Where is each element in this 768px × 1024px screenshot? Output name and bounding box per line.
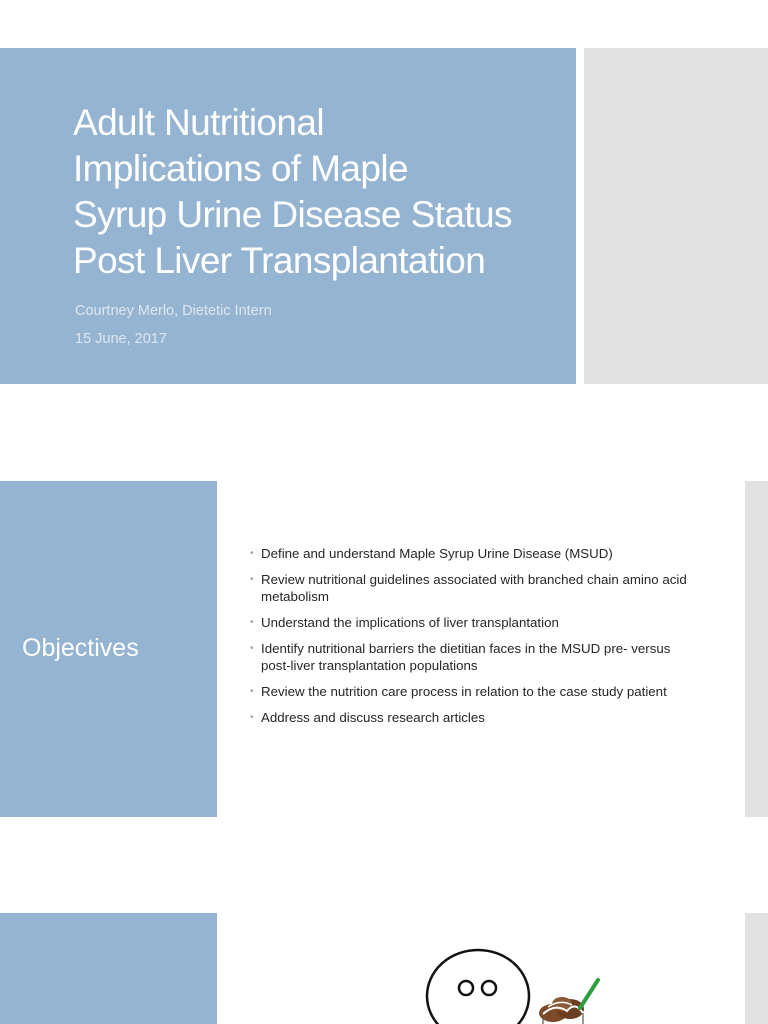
objective-text: Understand the implications of liver transplantation bbox=[261, 615, 559, 630]
objectives-heading-panel bbox=[0, 481, 217, 817]
objective-text: Define and understand Maple Syrup Urine Disease (MSUD) bbox=[261, 546, 613, 561]
title-line: Adult Nutritional bbox=[73, 102, 324, 143]
title-line: Syrup Urine Disease Status bbox=[73, 194, 512, 235]
objective-item bbox=[248, 545, 688, 562]
objectives-slide bbox=[0, 481, 768, 817]
bullet-icon: • bbox=[250, 686, 254, 697]
bullet-icon: • bbox=[250, 548, 254, 559]
slide-title bbox=[73, 100, 553, 284]
objective-item bbox=[248, 709, 688, 726]
objectives-heading: Objectives bbox=[22, 634, 139, 662]
smiley-face-icon bbox=[427, 950, 529, 1024]
slide-subtitle bbox=[75, 297, 272, 353]
author-line: Courtney Merlo, Dietetic Intern bbox=[75, 303, 272, 319]
third-slide-side-strip bbox=[745, 913, 768, 1024]
bullet-icon: • bbox=[250, 712, 254, 723]
objective-text: Identify nutritional barriers the dietitian faces in the MSUD pre- versus post-liver transplantation populations bbox=[261, 641, 671, 673]
title-panel bbox=[0, 48, 576, 384]
objective-text: Address and discuss research articles bbox=[261, 710, 485, 725]
bullet-icon: • bbox=[250, 617, 254, 628]
objective-text: Review nutritional guidelines associated with branched chain amino acid metabolism bbox=[261, 572, 687, 604]
title-slide bbox=[0, 48, 768, 384]
objective-item bbox=[248, 683, 688, 700]
date-line: 15 June, 2017 bbox=[75, 331, 167, 347]
title-line: Implications of Maple bbox=[73, 148, 408, 189]
smiley-frappuccino-illustration bbox=[420, 943, 610, 1024]
third-slide-panel bbox=[0, 913, 217, 1024]
third-slide bbox=[0, 913, 768, 1024]
objective-text: Review the nutrition care process in relation to the case study patient bbox=[261, 684, 667, 699]
frappuccino-icon bbox=[539, 980, 598, 1024]
bullet-icon: • bbox=[250, 574, 254, 585]
bullet-icon: • bbox=[250, 643, 254, 654]
objective-item bbox=[248, 640, 688, 674]
title-line: Post Liver Transplantation bbox=[73, 240, 486, 281]
objectives-list bbox=[248, 545, 688, 735]
title-side-panel bbox=[584, 48, 768, 384]
objective-item bbox=[248, 571, 688, 605]
objectives-side-strip bbox=[745, 481, 768, 817]
objective-item bbox=[248, 614, 688, 631]
